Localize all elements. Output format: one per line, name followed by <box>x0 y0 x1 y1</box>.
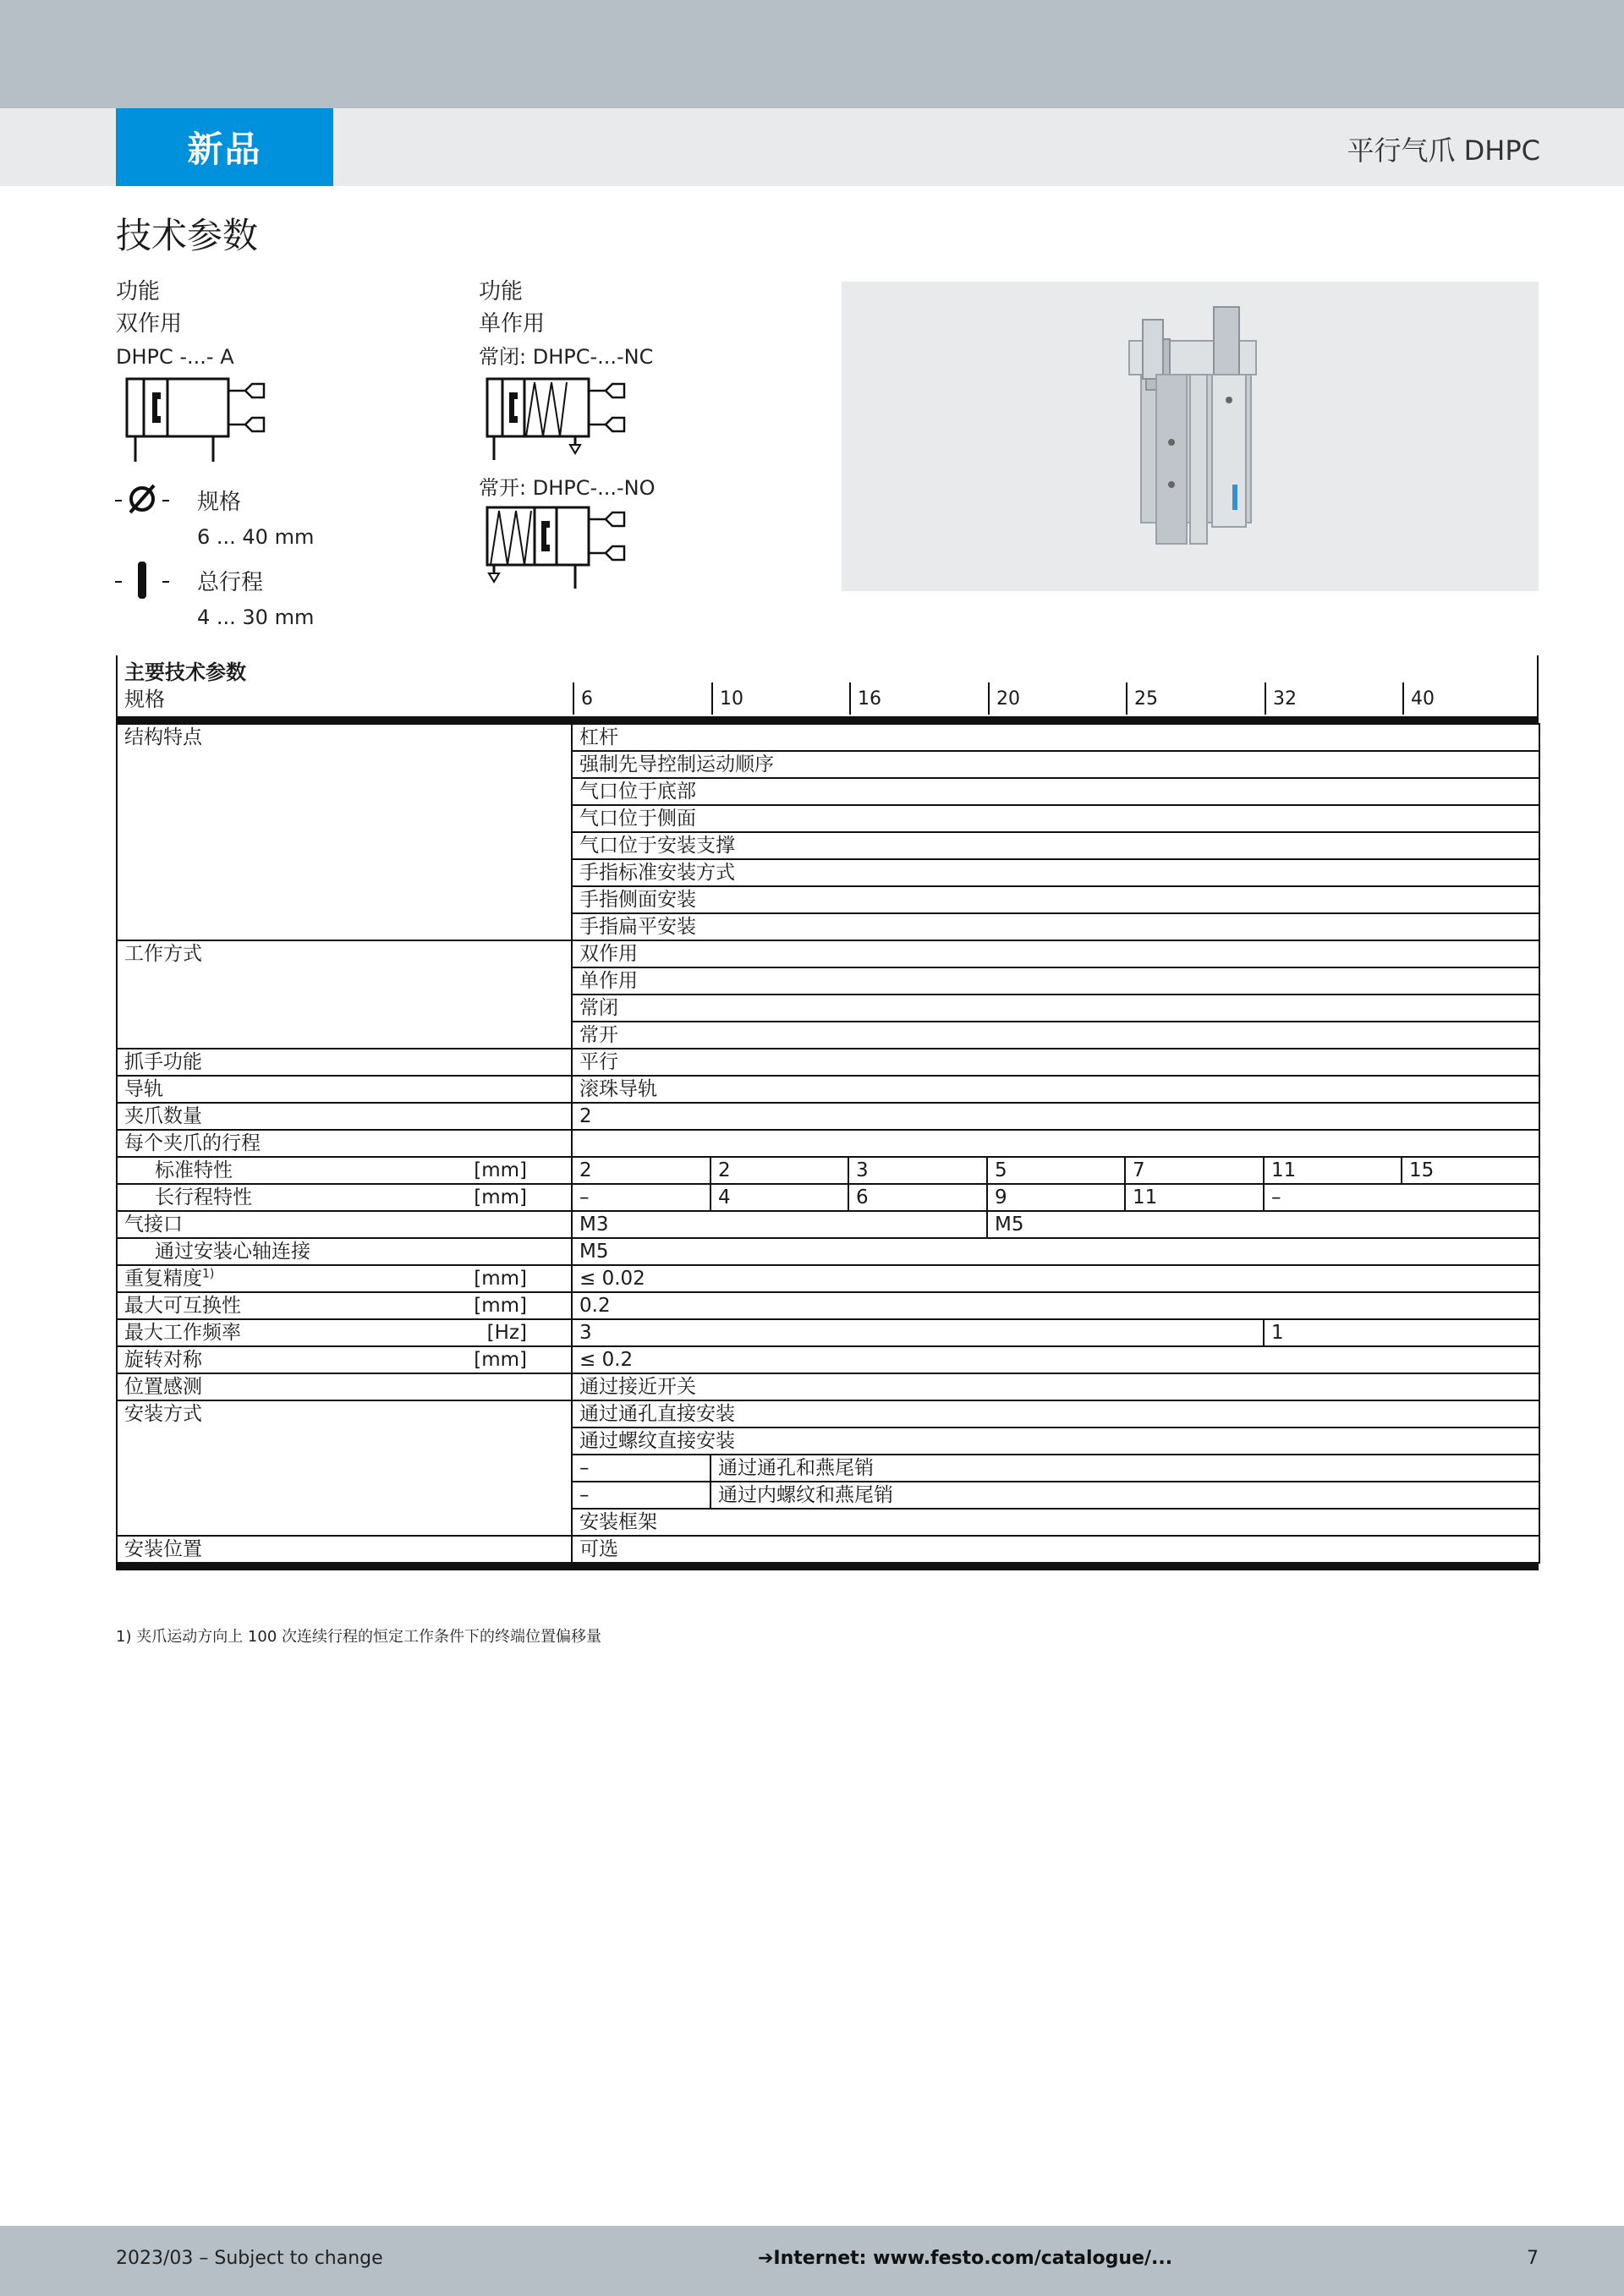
table-row <box>117 1049 1539 1076</box>
rot-value: ≤ 0.2 <box>572 1346 1539 1373</box>
top-bar <box>0 0 1624 108</box>
table-row <box>117 1319 1539 1346</box>
repeat-unit: [mm] <box>474 1268 527 1290</box>
normally-open-symbol-icon <box>482 501 634 594</box>
size-value: 6 ... 40 mm <box>197 525 315 549</box>
double-acting-symbol-icon <box>118 372 271 465</box>
mode-2: 单作用 <box>572 967 1539 995</box>
gripper-image-icon <box>842 282 1539 591</box>
stroke-value: 4 ... 30 mm <box>197 606 315 629</box>
design-label: 结构特点 <box>117 724 572 940</box>
mount-1: 通过通孔直接安装 <box>572 1400 1539 1427</box>
design-1: 杠杆 <box>572 724 1539 751</box>
port-a: M3 <box>572 1211 987 1238</box>
footer <box>0 2226 1624 2296</box>
table-row <box>117 1238 1539 1265</box>
function-b-label: 功能 <box>479 279 524 304</box>
size-col-20: 20 <box>988 682 1126 715</box>
position-value: 可选 <box>572 1536 1539 1563</box>
port-label: 气接口 <box>117 1211 572 1238</box>
guide-value: 滚珠导轨 <box>572 1076 1539 1103</box>
mount-5: 安装框架 <box>572 1509 1539 1536</box>
function-a-code: DHPC -...- A <box>116 345 234 369</box>
stroke-label: 总行程 <box>197 570 264 595</box>
size-label: 规格 <box>197 490 242 515</box>
freq-label: 最大工作频率 <box>124 1322 241 1344</box>
long-10: 4 <box>710 1184 848 1211</box>
size-col-32: 32 <box>1265 682 1402 715</box>
table-row <box>117 1373 1539 1400</box>
long-25: 11 <box>1125 1184 1264 1211</box>
design-4: 气口位于侧面 <box>572 805 1539 832</box>
mandrel-value: M5 <box>572 1238 1539 1265</box>
sensing-value: 通过接近开关 <box>572 1373 1539 1400</box>
table-row <box>117 940 1539 967</box>
size-col-25: 25 <box>1126 682 1265 715</box>
long-unit: [mm] <box>474 1186 527 1208</box>
mount-2: 通过螺纹直接安装 <box>572 1427 1539 1455</box>
repeat-value: ≤ 0.02 <box>572 1265 1539 1292</box>
freq-a: 3 <box>572 1319 1264 1346</box>
function-b-nc: 常闭: DHPC-...-NC <box>479 345 654 369</box>
product-photo <box>842 282 1539 591</box>
size-col-10: 10 <box>711 682 849 715</box>
std-25: 7 <box>1125 1157 1264 1184</box>
long-6: – <box>572 1184 710 1211</box>
spec-table <box>116 655 1539 1570</box>
std-20: 5 <box>987 1157 1125 1184</box>
rot-label: 旋转对称 <box>124 1349 202 1371</box>
table-row <box>117 1265 1539 1292</box>
sensing-label: 位置感测 <box>117 1373 572 1400</box>
size-col-6: 6 <box>573 682 711 715</box>
table-row <box>117 1211 1539 1238</box>
page-number: 7 <box>1527 2248 1539 2269</box>
interchange-label: 最大可互换性 <box>124 1295 241 1317</box>
mandrel-label: 通过安装心轴连接 <box>117 1238 572 1265</box>
mount-3-dash: – <box>572 1455 710 1482</box>
design-3: 气口位于底部 <box>572 778 1539 805</box>
std-label: 标准特性 <box>155 1159 233 1181</box>
new-badge: 新品 <box>116 108 333 186</box>
normally-closed-symbol-icon <box>482 372 634 465</box>
long-16: 6 <box>848 1184 987 1211</box>
design-5: 气口位于安装支撑 <box>572 832 1539 859</box>
mount-3: 通过通孔和燕尾销 <box>710 1455 1539 1482</box>
port-b: M5 <box>987 1211 1539 1238</box>
rot-unit: [mm] <box>474 1349 527 1371</box>
long-label: 长行程特性 <box>155 1186 252 1208</box>
stroke-per-jaw-label: 每个夹爪的行程 <box>117 1130 572 1157</box>
size-col-16: 16 <box>849 682 988 715</box>
header-rule <box>116 716 1539 723</box>
table-row <box>117 1103 1539 1130</box>
function-a-label: 功能 <box>116 279 161 304</box>
table-row <box>117 1184 1539 1211</box>
size-header-label: 规格 <box>124 688 165 711</box>
footer-date: 2023/03 – Subject to change <box>116 2248 383 2269</box>
std-16: 3 <box>848 1157 987 1184</box>
function-b-no: 常开: DHPC-...-NO <box>479 476 656 500</box>
gripper-function-value: 平行 <box>572 1049 1539 1076</box>
position-label: 安装位置 <box>117 1536 572 1563</box>
long-32-40: – <box>1264 1184 1539 1211</box>
mount-4-dash: – <box>572 1482 710 1509</box>
jaws-label: 夹爪数量 <box>117 1103 572 1130</box>
design-7: 手指侧面安装 <box>572 886 1539 913</box>
guide-label: 导轨 <box>117 1076 572 1103</box>
footer-internet-link[interactable]: ➔Internet: www.festo.com/catalogue/... <box>758 2248 1173 2269</box>
table-row <box>117 1157 1539 1184</box>
design-2: 强制先导控制运动顺序 <box>572 751 1539 778</box>
gripper-function-label: 抓手功能 <box>117 1049 572 1076</box>
table-row <box>117 1076 1539 1103</box>
product-title: 平行气爪 DHPC <box>1347 134 1540 167</box>
size-diameter-icon <box>113 482 173 516</box>
mode-label: 工作方式 <box>117 940 572 1049</box>
freq-b: 1 <box>1264 1319 1539 1346</box>
mount-label: 安装方式 <box>117 1400 572 1536</box>
std-32: 11 <box>1264 1157 1402 1184</box>
std-unit: [mm] <box>474 1159 527 1181</box>
interchange-unit: [mm] <box>474 1295 527 1317</box>
std-40: 15 <box>1402 1157 1539 1184</box>
table-row <box>117 1536 1539 1563</box>
mode-1: 双作用 <box>572 940 1539 967</box>
mode-4: 常开 <box>572 1022 1539 1049</box>
function-b-mode: 单作用 <box>479 311 546 337</box>
stroke-icon <box>113 558 173 604</box>
design-8: 手指扁平安装 <box>572 913 1539 940</box>
mode-3: 常闭 <box>572 995 1539 1022</box>
footnote: 1) 夹爪运动方向上 100 次连续行程的恒定工作条件下的终端位置偏移量 <box>116 1628 601 1646</box>
long-20: 9 <box>987 1184 1125 1211</box>
table-row <box>117 724 1539 751</box>
repeat-label: 重复精度 <box>124 1268 202 1290</box>
table-row <box>117 1292 1539 1319</box>
freq-unit: [Hz] <box>486 1322 527 1344</box>
interchange-value: 0.2 <box>572 1292 1539 1319</box>
std-10: 2 <box>710 1157 848 1184</box>
function-a-mode: 双作用 <box>116 311 183 337</box>
mount-4: 通过内螺纹和燕尾销 <box>710 1482 1539 1509</box>
std-6: 2 <box>572 1157 710 1184</box>
jaws-value: 2 <box>572 1103 1539 1130</box>
table-row <box>117 1130 1539 1157</box>
design-6: 手指标准安装方式 <box>572 859 1539 886</box>
repeat-footnote-ref: 1) <box>202 1267 215 1281</box>
table-title: 主要技术参数 <box>124 660 246 684</box>
spec-table-body <box>116 723 1540 1564</box>
table-row <box>117 1346 1539 1373</box>
table-header <box>116 655 1539 716</box>
table-row <box>117 1400 1539 1427</box>
table-bottom-rule <box>116 1564 1539 1570</box>
section-title: 技术参数 <box>116 215 259 256</box>
size-col-40: 40 <box>1402 682 1539 715</box>
